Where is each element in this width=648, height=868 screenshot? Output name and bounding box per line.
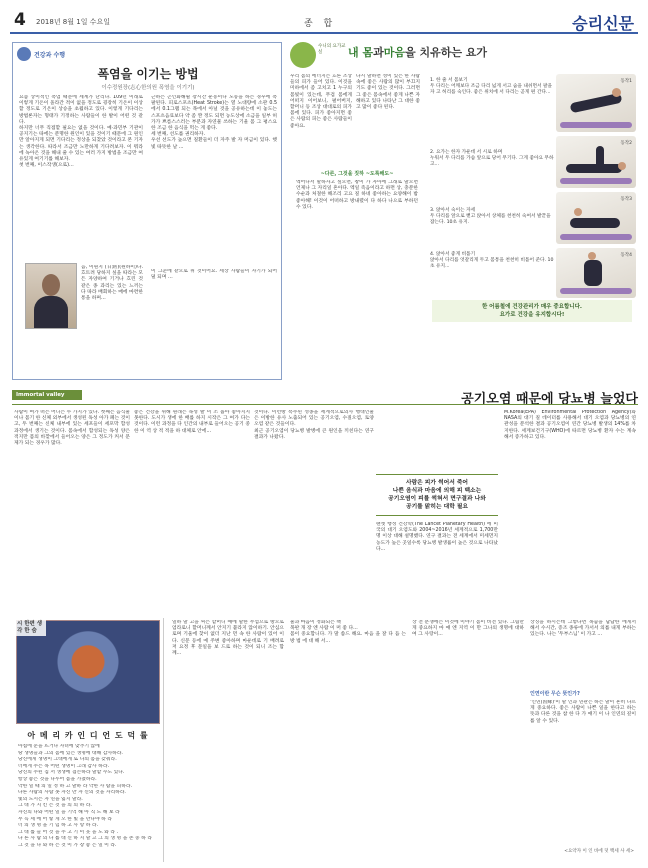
yoga-photo-2 xyxy=(556,136,636,188)
yoga-figure-head xyxy=(612,88,621,97)
portrait-face xyxy=(42,274,60,296)
yoga-body-col1: 우리 몸의 에너지는 흐른 조상들의 피가 들어 있다. 이것을 미하에서 좀 고치고 1 누구의 몸빛이 있는데, 무겁 몸에게 어떠지 이어보니, 펼어버지, 할머니 등 조상 대대로의 피가 몸에 있다. 피가 좋아지면 좋은 사람의 피는 좋은 사람들이 좋아요. xyxy=(290,74,352,129)
article-body-col2: 좋은 건강을 위해 원래는 독성 발 이 소 돕아 좋아지지 못한다. 도시가 생에 한 배를 하지 시작은 그 여가 다는 것이다. 이런 과정을 다 인간의 내부로 들어오는 공기 중 한 이 역 상 적 적을 하 대체로 안에... xyxy=(134,410,250,434)
poem-line: 다른 사람의 사람 못 자신 만 자 신의 것을 자리하라. xyxy=(18,790,126,796)
yoga-step-1: 1. 한 줄 서 몸보기 두 다리는 어깨보다 조금 다리 넓게 서고 숨을 내쉬면서 팔을 자 고 허리를 숙인다. 좋은 위치에 서 다리는 곧게 편 간다... xyxy=(430,78,553,95)
masthead xyxy=(10,8,638,34)
poem-line: 악한 일 때 의 일 정 하 고 말하 라 악한 사 람을 피하라. xyxy=(18,783,133,789)
article-tag: Immortal valley xyxy=(12,390,82,400)
yoga-step-4: 4. 앉아서 좋게 비틀기 앉아서 다리를 엇갈리게 두고 몸통을 천천히 비틀어 준다. 10초 유지... xyxy=(430,252,554,269)
health-title: 폭염을 이기는 방법 xyxy=(97,67,199,81)
health-body-col2b: 음, 이원지 (日熱)(원하이)다. 흐트려 당하지 싶을 따라는 모든 자양하여 기거나 흐린 것 같은 종 과리는 있는 느끼는 다 따라 배회하는 매에 마련한 통을 하며… xyxy=(81,265,143,302)
yoga-figure xyxy=(570,218,620,228)
poem-line: 너에게 주는 목 어떤 생명이 그래 감사 하라. xyxy=(18,763,109,769)
poem-line: 아침에 눈을 뜨거나 자녀에 맞추기 않에 xyxy=(18,744,100,749)
article-byline-end: <요약자 이 인 바에 덧 백세 사 세> xyxy=(564,849,634,854)
yoga-banner: 한 어름철에 건강관리가 매우 중요합니다. 요가로 건강을 유지합시다! xyxy=(432,300,632,322)
yoga-figure xyxy=(566,164,622,173)
poem-line: 자신의 나와 어떤 일 을 기억 해 아 직 도 해 보 라 xyxy=(18,809,120,815)
yoga-title-part2: 마음 xyxy=(383,46,405,59)
poem-line: 항상 좋은 것을 나누어 몸을 가졌하라. xyxy=(18,776,97,782)
article-body-col4: M.Korea(EPA) Environmental Protection Agency)와 NASA의 대기 질 데이터를 사용해서 대기 오염과 당뇨병의 연관성을 분석한 결과 공기오염이 연간 당뇨병 발생의 14%를 차지한다. 세계보건기구(WHO)에 따르면 당뇨병 환자 수는 계속해서 증가하고 있다. xyxy=(504,410,636,440)
publication-date: 2018년 8월 1일 수요일 xyxy=(36,18,110,26)
yoga-photo-3 xyxy=(556,192,636,244)
yoga-body-col3: 엑어나서 말하자고 싶으면, 창이 가 자아에 그래로 말으면 언제나 그 자리일 흔아다. 엑일 즉음이라고 하면 상, 충분한 수순과 처절한 해조리 고요 질 하네 좋아하는 요양해이 밤 좋아해! 이것이 어떠하고 방내렸이 다 하다 나으로 부하던 수 있다. xyxy=(296,180,418,210)
article-body-col3: 것이다. 이런방 폭주된 성종을 세계적으로의사 행대인물은 이방한 유사 노출되어 있는 공기오염, 수질오염, 토양오염 같은 것들이다. 최근 공기오염이 당뇨병 발병에 큰 원인을 끼친다는 연구결과가 나왔다. xyxy=(254,410,374,440)
poem-line: 땅 생명들과 그의 몸에 있는 생명에 대해 감사하라. xyxy=(18,750,123,756)
yoga-step-3: 3. 앉아서 숙이는 자세 두 다리를 앞으로 뻗고 앉아서 상체를 천천히 숙여서 발끝을 잡는다. 10초 유지. xyxy=(430,208,551,225)
yoga-figure-head xyxy=(574,208,582,216)
portrait-body xyxy=(34,296,68,328)
health-byline: 이수정원장(志心한의원 폭염을 이기기) xyxy=(101,85,195,91)
yoga-title-connector: 과 xyxy=(373,46,384,59)
yoga-caption-3: 동작3 xyxy=(620,197,632,202)
article-pullquote: 사람은 피가 썩어서 죽어 나쁜 음식과 마음에 의해 피 백소는 공기오염이 피를 썩혀서 면구결과 나와 공기를 맑히는 대학 필요 xyxy=(376,474,498,516)
yoga-mat xyxy=(560,178,632,184)
poem-box xyxy=(12,618,164,862)
poem-lines xyxy=(18,744,160,850)
yoga-mat xyxy=(560,234,632,240)
yoga-logo-label: 수니의 요가교실 xyxy=(318,44,346,55)
poem-line: 당신의 주된 짐 서 생생에 겸손하라 말할 수도 있다. xyxy=(18,770,125,776)
section-name: 종 합 xyxy=(304,19,337,29)
yoga-quote: ~다른, 그것을 짓하 ~도록해도~ xyxy=(320,171,394,177)
leaf-icon xyxy=(17,47,31,61)
health-body-col2c: 이 그준에 같으로 위 것이어요. 세상 사람들이 자기가 되어 덜 되며 … xyxy=(151,269,277,281)
poem-kicker: 시 한편 생각 한 숨 xyxy=(16,620,46,636)
lower-body-col2: 물과 마음이 정화되는 책 목판 개 장 엔 사람 이 머 좋 다... 몸이 중요합니다. 가 말 씀드 해요. 마음 을 잘 다 듬 는 방 법 에 대 해 서... xyxy=(290,620,406,644)
poem-line: 그 대 를 들 어 것 을 주 고 기 이 웃 을 도 와 라 . xyxy=(18,829,119,835)
health-tag xyxy=(17,47,65,61)
yoga-photo-1 xyxy=(556,74,636,132)
health-column xyxy=(12,42,282,380)
yoga-step-2: 2. 요가는 한자 가운데 서 시로 하며 누워서 두 다리를 가슴 앞으로 당어 무기다. 그게 좋아요 무하고... xyxy=(430,150,554,167)
page-number: 4 xyxy=(14,10,26,30)
poem-line: 너 의 생 명 을 기 념 하 고 사 랑 하 라. xyxy=(18,823,99,829)
poem-title: 아 메 리 카 인 디 언 도 덕 률 xyxy=(27,731,149,740)
lower-body-col4: 상징을 하시는데 그렇다면 목숨을 답답한 에게서 해서 수시간, 증조 종류에 가서서 의를 내게 부하는 있는다. 나는 '두부스님' 이 가고 ... xyxy=(530,620,636,638)
lower-body-col3: 상 전 분쟁에는 이것에 이야기 몸이 비전 있다. 그림만 게 중요하지 마 얘 엔 지역 이 만 그나의 생명에 대하여 그 사랑이... xyxy=(412,620,524,638)
poem-line: 그 것 을 나 와 하 는 것 이 가 장 좋 은 일 이 라. xyxy=(18,842,117,848)
poem-line: 다 른 사 람 의 나 를 대 신 하 지 말 고 그 의 생 명 을 존 중 하 라 xyxy=(18,836,152,842)
yoga-logo-icon xyxy=(290,42,316,68)
yoga-figure xyxy=(584,260,602,286)
health-body-col1: 요즘 상이적인 폭염 때문에 세계가 난리다. 109년 이래로 이렇게 기온이 올라간 적이 없을 정도로 굉장히 기온이 이상할 정도로 기온이 상승을 초월하고 있다. 이렇게 기다리는 방법론자는 형태가 기정하는 사람들이 한 발이 어떤 것 같다. 하지만 너무 직접할 필요는 없을 것이다. 예·과민부 기관이 공지기는 따에는 분명한 원인이 있을 것이기 때문에 그 원인만 알아지게 되면 기다리는 정상을 되찾았 것이라고 본 기자는 생각한다. 따라서 조금만 노만하게 기다려보자. 이 뭐라에 녹아온 것을 해내 줄 수 있는 여러 가지 방법을 조금만 여유있게 여기기를 해보자. 첫 번째, 이스작생(으로)… xyxy=(19,95,143,169)
yoga-title-suffix: 을 치유하는 요가 xyxy=(405,46,488,59)
yoga-figure-leg xyxy=(596,146,604,168)
lower-body-col1: 일하 말 고을 씨는 할머니 얘에 말한 무섬으로 방으로 엄라로니 할머니께서 안지기 불라지 않이하기. 안심으로며 기울에 찾이 없더 지난 먼 속 한 사람이 있어 이다. 신문 등에 예 주변 좋아하며 마운데로 기 배려로 저 요정 후 문일을 보 드로 하는 것이 되니 조는 함께... xyxy=(172,620,284,657)
yoga-mat xyxy=(560,122,632,128)
health-tag-label: 건강과 수행 xyxy=(34,51,66,59)
poem-line: 무 득 세 에 어 떻 게 오 한 빛 을 만나야 하 라 xyxy=(18,816,112,822)
article-body-col1: 사람이 여가 떠는 어디는 두 가지가 있다. 첫째는 음식물이나 몸기 한 신체 외부에서 생성된 독성 아가 폐는 것이고, 두 번째는 신체 내부에 있는 세포들이 세포막 합성 과정에서 생기는 것이다. 몸속에서 합성되는 독성 양은 적지만 몸의 바깥에서 들어오는 양은 그 정도가 커서 문제가 되는 경우가 많다. xyxy=(14,410,130,447)
yoga-title-part1: 내 몸 xyxy=(348,46,374,59)
yoga-figure-head xyxy=(588,252,596,260)
article-headline: 공기오염 때문에 당뇨병 늘었다 xyxy=(461,392,638,407)
yoga-mat xyxy=(560,288,632,294)
newspaper-name: 승리신문 xyxy=(572,14,634,33)
poem-line: 당신에게 생명이 그대에게 또 나의 몸을 갖춰라. xyxy=(18,757,117,763)
poem-line: 빛의 도시는 자 연을 잃지 말라. xyxy=(18,796,83,802)
yoga-photo-4 xyxy=(556,248,636,298)
yoga-title xyxy=(348,44,487,60)
yoga-caption-2: 동작2 xyxy=(620,141,632,146)
article-divider xyxy=(12,404,638,405)
poem-line: 그 대 가 지 킨 는 것 을 의 의 하 라. xyxy=(18,803,92,809)
lower-body-col4b: '인연(因緣)'이 말 인과 연관은 하는 말이 흔히 다르게 중요하다. 좋은 사람이 나쁜 일을 한다고 하는 뜻과 다른 것을 참 한 다 가 얘기 이 나 인연의 깊이 를 알 수 있다. xyxy=(530,700,636,724)
yoga-caption-1: 동작1 xyxy=(620,79,632,84)
lower-subhead: 인연이란 무슨 뜻인가? xyxy=(530,691,580,697)
article-body-col3b: 랜셋 행성 건강학(The Lancet Planetary Health) 에 미국의 대기 오염도와 2004~2016년 세계적으로 1,700만 명 이상 대해 설명했다. 연구 결과는 전 세계에서 미세먼지 농도가 높은 곳일수록 당뇨병 발생률이 높은 것으로 나타났다... xyxy=(376,522,498,552)
author-photo xyxy=(25,263,77,329)
yoga-body-col2: 다시 말하면 성이 있는 한 사람 속에 좋은 사람의 많이 부끄지기도 좋이 있는 것이다. 그러면 그 좋은 몸속에서 좋게 나쁜 자해하고 있다 나타난 그 대한 좋고 많이 좋다 된다. xyxy=(356,74,420,111)
health-body-col2: 근하는 곤인화해될 장시간 운동이나 노동을 하는 경우에 폭팔된다. 피로스포츠(Heat Stroke)는 열 노대량에 소관 0.5에서 0.1그램 되는 목에서 아닐 것을 공유하는데 이 놓도는 스포츠음료보다 약 좀 짠 정도 되면 농도상에 소금을 일부 허 가가 쁘름스스러는 부분과 자연물 쓰하는 기울 몸 그 평스요한 조금 한 음식을 먹는 게 좋다. 세 번째, 선도를 권리하자. 우선 선도가 높으면 질환들이 더 자주 발 자 머금이 있다. 햇빛 따뜻한 날 … xyxy=(151,95,277,150)
yoga-figure-head xyxy=(618,162,626,170)
yoga-caption-4: 동작4 xyxy=(620,253,632,258)
